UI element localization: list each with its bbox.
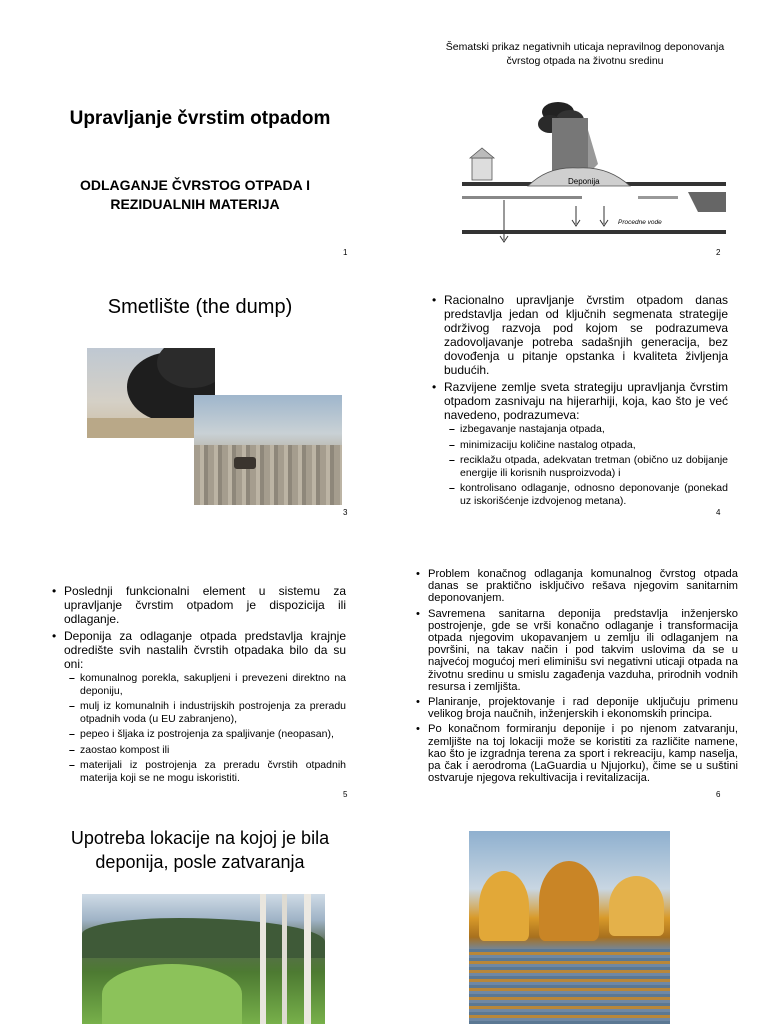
slide6-bullet-1: • Problem konačnog odlaganja komunalnog čvrstog otpada danas se praktično isključivo rešava njegovim sanitarnim deponovanjem. <box>428 568 738 605</box>
slide4-number: 4 <box>716 508 721 517</box>
golf-course-photo <box>82 894 325 1024</box>
slide6-body <box>414 568 738 787</box>
slide4-subbullet-2: – minimizaciju količine nastalog otpada, <box>460 439 728 452</box>
slide4-body <box>430 293 728 510</box>
slide5-subbullet-2: – mulj iz komunalnih i industrijskih postrojenja za preradu otpadnih voda (u EU zabranjeno), <box>80 700 346 725</box>
slide7-title: Upotreba lokacije na kojoj je bila deponija, posle zatvaranja <box>70 828 330 872</box>
slide5-subbullet-4: – zaostao kompost ili <box>80 744 346 757</box>
slide5-body <box>50 584 346 787</box>
slide5-number: 5 <box>343 790 348 799</box>
slide6-bullet-4: • Po konačnom formiranju deponije i po njenom zatvaranju, zemljište na toj lokaciji može se koristiti za različite namene, kao što je izgradnja terena za sport i rekreaciju, kamp naselja, pa čak i aerodroma (LaGuardia u Njujorku), čime se u suštini ostvaruje njegova rekultivacija i revitalizacija. <box>428 723 738 784</box>
slide5-subbullet-1: – komunalnog porekla, sakupljeni i prevezeni direktno na deponiju, <box>80 672 346 697</box>
slide5-bullet-2: • Deponija za odlaganje otpada predstavlja krajnje odredište svih nastalih čvrstih otpadaka bilo da su oni: – komunalnog porekla, sakupljeni i prevezeni direktno na deponiju, – mulj iz komunalnih i industrijskih postrojenja za preradu otpadnih voda (u EU zabranjeno), – pepeo i šljaka iz postrojenja za spaljivanje (neopasan), – zaostao kompost ili – materijali iz postrojenja za preradu čvrstih otpadnih materija koji se ne mogu iskoristiti. <box>64 629 346 784</box>
label-deponija: Deponija <box>568 177 600 186</box>
slide6-bullet-3: • Planiranje, projektovanje i rad deponije uključuju primenu velikog broja naučnih, inženjerskih i ekonomskih principa. <box>428 696 738 720</box>
slide4-subbullet-4: – kontrolisano odlaganje, odnosno deponovanje (ponekad uz iskorišćenje izdvojenog metana). <box>460 482 728 507</box>
slide4-bullet-2: • Razvijene zemlje sveta strategiju upravljanja čvrstim otpadom zasnivaju na hijerarhiji, koja, kao što je već navedeno, podrazumeva: – izbegavanje nastajanja otpada, – minimizaciju količine nastalog otpada, – reciklažu otpada, adekvatan tretman (obično uz dobijanje energije ili korisnih nusproizvoda) i – kontrolisano odlaganje, odnosno deponovanje (ponekad uz iskorišćenje izdvojenog metana). <box>444 380 728 507</box>
slide6-bullet-2: • Savremena sanitarna deponija predstavlja inženjersko postrojenje, gde se vrši konačno odlaganje i transformacija otpada njegovim ukopavanjem u zemlju ili odlaganjem na površini, na takav način i pod takvim uslovima da se u najvećoj mogućoj meri eliminišu svi negativni uticaji otpada na životnu sredinu u smislu zagađenja vazduha, prirodnih vodnih resursa i zemljišta. <box>428 608 738 693</box>
slide2-number: 2 <box>716 248 721 257</box>
slide1-subtitle: ODLAGANJE ČVRSTOG OTPADA I REZIDUALNIH MATERIJA <box>80 177 310 212</box>
dump-donkey-photo <box>194 395 342 505</box>
slide1-number: 1 <box>343 248 348 257</box>
label-procedne-vode: Procedne vode <box>618 219 662 226</box>
landfill-schematic-diagram <box>458 100 730 260</box>
slide2-title: Šematski prikaz negativnih uticaja nepravilnog deponovanja čvrstog otpada na životnu sredinu <box>445 41 725 67</box>
slide5-subbullet-5: – materijali iz postrojenja za preradu čvrstih otpadnih materija koji se ne mogu iskoristiti. <box>80 759 346 784</box>
lake-trees-photo <box>469 831 670 1024</box>
slide5-bullet-1: • Poslednji funkcionalni element u sistemu za upravljanje čvrstim otpadom je dispozicija ili odlaganje. <box>64 584 346 626</box>
slide4-bullet-1: • Racionalno upravljanje čvrstim otpadom danas predstavlja jedan od ključnih segmenata strategije održivog razvoja pod kojom se podrazumeva zadovoljavanje potreba sadašnjih generacija, bez dovođenja u pitanje opstanka i kvaliteta življenja budućih. <box>444 293 728 377</box>
slide3-number: 3 <box>343 508 348 517</box>
slide4-subbullet-3: – reciklažu otpada, adekvatan tretman (obično uz dobijanje energije ili korisnih nusproizvoda) i <box>460 454 728 479</box>
slide3-title: Smetlište (the dump) <box>107 296 293 318</box>
slide4-subbullet-1: – izbegavanje nastajanja otpada, <box>460 423 728 436</box>
slide6-number: 6 <box>716 790 721 799</box>
slide1-title: Upravljanje čvrstim otpadom <box>69 108 331 129</box>
slide5-subbullet-3: – pepeo i šljaka iz postrojenja za spaljivanje (neopasan), <box>80 728 346 741</box>
